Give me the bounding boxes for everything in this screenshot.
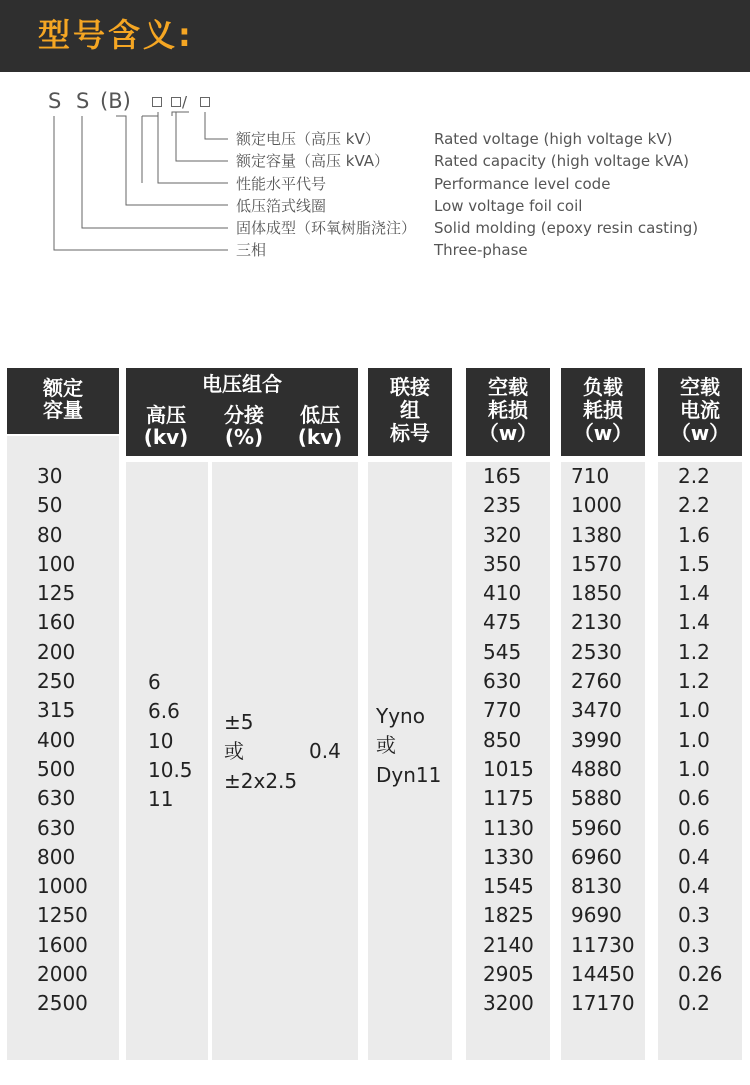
- header-noload-loss: [466, 368, 550, 456]
- header-voltage-group: 电压组合: [202, 372, 282, 396]
- noload-current-cell: 0.4: [678, 844, 710, 869]
- load-loss-cell: 9690: [571, 903, 622, 928]
- legend-en-three-phase: Three-phase: [434, 241, 528, 259]
- header-tap-line2: (%): [224, 425, 264, 449]
- column-tap-lv: [212, 462, 358, 1060]
- legend-en-solid-molding: Solid molding (epoxy resin casting): [434, 219, 699, 237]
- noload-loss-cell: 320: [483, 522, 522, 547]
- header-connection-line3: 标号: [390, 421, 430, 445]
- header-load-loss-line3: （w）: [573, 421, 633, 445]
- noload-current-cell: 2.2: [678, 464, 710, 488]
- capacity-cell: 315: [37, 698, 76, 723]
- noload-current-values: [678, 462, 723, 1019]
- noload-current-cell: 1.0: [678, 727, 710, 752]
- noload-loss-cell: 1130: [483, 815, 534, 840]
- noload-current-cell: 0.3: [678, 932, 710, 957]
- capacity-cell: 500: [37, 756, 76, 781]
- header-noload-loss-line1: 空载: [488, 375, 528, 399]
- header-load-loss: [561, 368, 645, 456]
- legend-en-rated-voltage: Rated voltage (high voltage kV): [434, 130, 673, 148]
- noload-current-cell: 1.0: [678, 698, 710, 723]
- capacity-cell: 400: [37, 727, 76, 752]
- tap-cell: ±2x2.5: [224, 768, 298, 793]
- load-loss-cell: 2130: [571, 610, 622, 635]
- capacity-cell: 100: [37, 551, 76, 576]
- header-connection-line2: 组: [400, 398, 420, 422]
- load-loss-values: [571, 462, 635, 1019]
- load-loss-cell: 11730: [571, 932, 635, 957]
- capacity-cell: 630: [37, 815, 76, 840]
- load-loss-cell: 17170: [571, 991, 635, 1016]
- noload-loss-cell: 475: [483, 610, 522, 635]
- capacity-cell: 250: [37, 669, 76, 694]
- noload-current-cell: 1.0: [678, 756, 710, 781]
- load-loss-cell: 1380: [571, 522, 622, 547]
- noload-current-cell: 0.2: [678, 991, 710, 1016]
- load-loss-cell: 5960: [571, 815, 622, 840]
- legend-cn-foil-coil: 低压箔式线圈: [236, 197, 327, 215]
- header-rated-capacity: [7, 368, 119, 434]
- noload-loss-cell: 630: [483, 669, 522, 694]
- noload-current-cell: 1.6: [678, 522, 710, 547]
- connection-values: [376, 702, 441, 790]
- noload-loss-cell: 1015: [483, 756, 534, 781]
- tap-values: [224, 708, 297, 796]
- capacity-cell: 2000: [37, 962, 88, 987]
- column-connection: [368, 462, 452, 1060]
- header-noload-current: [658, 368, 742, 456]
- load-loss-cell: 8130: [571, 874, 622, 899]
- noload-loss-cell: 2905: [483, 962, 534, 987]
- noload-loss-cell: 410: [483, 581, 522, 606]
- connection-cell: Dyn11: [376, 762, 442, 787]
- load-loss-cell: 3470: [571, 698, 622, 723]
- connection-cell: 或: [376, 733, 396, 758]
- load-loss-cell: 710: [571, 464, 610, 488]
- noload-loss-values: [483, 462, 534, 1019]
- header-capacity-line1: 额定: [43, 376, 83, 400]
- code-slash: /: [182, 93, 188, 111]
- noload-loss-cell: 1825: [483, 903, 534, 928]
- capacity-cell: 1250: [37, 903, 88, 928]
- code-b-foil-coil: (B): [100, 89, 131, 113]
- capacity-cell: 1600: [37, 932, 88, 957]
- header-lv-line1: 低压: [300, 403, 340, 427]
- noload-current-cell: 0.3: [678, 903, 710, 928]
- load-loss-cell: 6960: [571, 844, 622, 869]
- header-voltage-combination: [126, 368, 358, 456]
- capacity-cell: 200: [37, 639, 76, 664]
- code-s-solid-molding: S: [76, 89, 90, 113]
- header-noload-current-line3: （w）: [670, 421, 730, 445]
- noload-current-cell: 1.5: [678, 551, 710, 576]
- header-tap-line1: 分接: [224, 403, 264, 427]
- capacity-cell: 160: [37, 610, 76, 635]
- header-capacity-line2: 容量: [43, 398, 83, 422]
- noload-loss-cell: 1545: [483, 874, 534, 899]
- header-hv-line2: (kv): [143, 425, 189, 449]
- load-loss-cell: 1570: [571, 551, 622, 576]
- capacity-cell: 125: [37, 581, 76, 606]
- load-loss-cell: 2530: [571, 639, 622, 664]
- capacity-cell: 630: [37, 786, 76, 811]
- noload-loss-cell: 770: [483, 698, 522, 723]
- hv-cell: 6: [148, 670, 161, 694]
- load-loss-cell: 3990: [571, 727, 622, 752]
- header-noload-loss-line2: 耗损: [488, 398, 528, 422]
- lv-value: 0.4: [309, 739, 341, 763]
- connection-cell: Yyno: [376, 704, 425, 728]
- load-loss-cell: 14450: [571, 962, 635, 987]
- noload-current-cell: 0.6: [678, 786, 710, 811]
- legend-cn-performance: 性能水平代号: [236, 175, 327, 193]
- noload-loss-cell: 1330: [483, 844, 534, 869]
- code-s-three-phase: S: [48, 89, 62, 113]
- hv-cell: 11: [148, 787, 174, 812]
- header-connection-line1: 联接: [390, 375, 430, 399]
- tap-cell: ±5: [224, 710, 254, 734]
- noload-current-cell: 2.2: [678, 493, 710, 518]
- header-load-loss-line1: 负载: [583, 375, 623, 399]
- hv-cell: 10: [148, 728, 174, 753]
- column-noload-loss: [466, 462, 550, 1060]
- load-loss-cell: 1850: [571, 581, 622, 606]
- noload-current-cell: 0.4: [678, 874, 710, 899]
- noload-current-cell: 1.4: [678, 610, 710, 635]
- header-lv-line2: (kv): [297, 425, 343, 449]
- noload-current-cell: 1.2: [678, 639, 710, 664]
- noload-loss-cell: 165: [483, 464, 522, 488]
- capacity-cell: 30: [37, 464, 63, 488]
- header-hv-line1: 高压: [146, 403, 186, 427]
- capacity-cell: 800: [37, 844, 76, 869]
- hv-cell: 6.6: [148, 699, 180, 724]
- page-title: 型号含义:: [38, 16, 194, 54]
- noload-loss-cell: 850: [483, 727, 522, 752]
- noload-current-cell: 1.4: [678, 581, 710, 606]
- column-capacity: [7, 436, 119, 1060]
- legend-cn-three-phase: 三相: [236, 241, 267, 259]
- noload-current-cell: 0.26: [678, 962, 723, 987]
- noload-loss-cell: 3200: [483, 991, 534, 1016]
- load-loss-cell: 4880: [571, 756, 622, 781]
- column-noload-current: [658, 462, 742, 1060]
- header-noload-current-line1: 空载: [680, 375, 720, 399]
- hv-values: [148, 668, 193, 814]
- noload-current-cell: 0.6: [678, 815, 710, 840]
- load-loss-cell: 1000: [571, 493, 622, 518]
- load-loss-cell: 5880: [571, 786, 622, 811]
- header-noload-loss-line3: （w）: [478, 421, 538, 445]
- header-connection-group: [368, 368, 452, 456]
- legend-cn-solid-molding: 固体成型（环氧树脂浇注）: [236, 219, 417, 237]
- legend-en-rated-capacity: Rated capacity (high voltage kVA): [434, 152, 690, 170]
- capacity-cell: 1000: [37, 874, 88, 899]
- noload-loss-cell: 235: [483, 493, 522, 518]
- legend-cn-rated-capacity: 额定容量（高压 kVA）: [236, 152, 390, 170]
- legend-en-performance: Performance level code: [434, 175, 611, 193]
- legend-cn-rated-voltage: 额定电压（高压 kV）: [236, 130, 380, 148]
- tap-cell: 或: [224, 739, 244, 764]
- header-load-loss-line2: 耗损: [583, 398, 623, 422]
- column-hv: [126, 462, 208, 1060]
- noload-current-cell: 1.2: [678, 669, 710, 694]
- capacity-cell: 2500: [37, 991, 88, 1016]
- noload-loss-cell: 2140: [483, 932, 534, 957]
- capacity-cell: 80: [37, 522, 63, 547]
- noload-loss-cell: 545: [483, 639, 522, 664]
- legend-en-foil-coil: Low voltage foil coil: [434, 197, 583, 215]
- column-load-loss: [561, 462, 645, 1060]
- hv-cell: 10.5: [148, 757, 193, 782]
- capacity-values: [37, 462, 88, 1019]
- capacity-cell: 50: [37, 493, 63, 518]
- noload-loss-cell: 1175: [483, 786, 534, 811]
- noload-loss-cell: 350: [483, 551, 522, 576]
- header-noload-current-line2: 电流: [680, 398, 720, 422]
- load-loss-cell: 2760: [571, 669, 622, 694]
